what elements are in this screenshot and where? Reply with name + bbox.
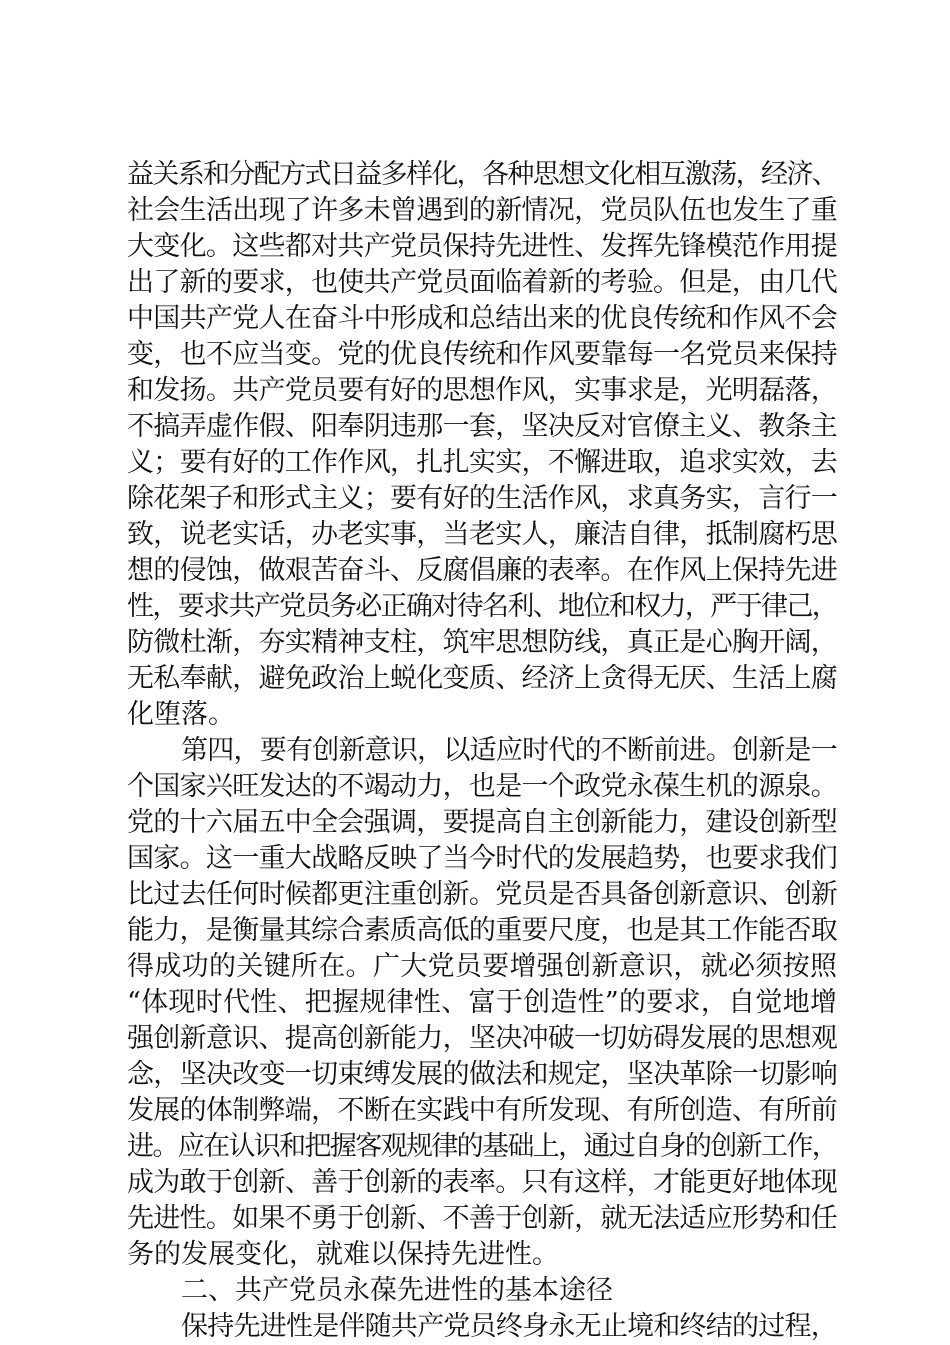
text-line: 念，坚决改变一切束缚发展的做法和规定，坚决革除一切影响 <box>127 1059 838 1090</box>
text-line: 先进性。如果不勇于创新、不善于创新，就无法适应形势和任 <box>127 1203 838 1234</box>
text-line: 第四，要有创新意识，以适应时代的不断前进。创新是一 <box>181 735 837 766</box>
text-line: 益关系和分配方式日益多样化，各种思想文化相互激荡，经济、 <box>127 159 838 190</box>
text-line: 除花架子和形式主义；要有好的生活作风，求真务实，言行一 <box>127 483 838 514</box>
text-line: 比过去任何时候都更注重创新。党员是否具备创新意识、创新 <box>127 879 838 910</box>
text-line: 化堕落。 <box>127 699 235 730</box>
text-line: 性，要求共产党员务必正确对待名利、地位和权力，严于律己， <box>127 591 838 622</box>
text-line: 成为敢于创新、善于创新的表率。只有这样，才能更好地体现 <box>127 1167 838 1198</box>
body-text <box>127 157 837 1345</box>
text-line: 保持先进性是伴随共产党员终身永无止境和终结的过程， <box>181 1311 837 1342</box>
text-line: 务的发展变化，就难以保持先进性。 <box>127 1239 559 1270</box>
text-line: 发展的体制弊端，不断在实践中有所发现、有所创造、有所前 <box>127 1095 838 1126</box>
text-line: 得成功的关键所在。广大党员要增强创新意识，就必须按照 <box>127 951 837 982</box>
text-line: 能力，是衡量其综合素质高低的重要尺度，也是其工作能否取 <box>127 915 838 946</box>
text-line: 致，说老实话，办老实事，当老实人，廉洁自律，抵制腐朽思 <box>127 519 838 550</box>
text-line: 和发扬。共产党员要有好的思想作风，实事求是，光明磊落， <box>127 375 838 406</box>
text-line: 防微杜渐，夯实精神支柱，筑牢思想防线，真正是心胸开阔， <box>127 627 838 658</box>
text-line: 大变化。这些都对共产党员保持先进性、发挥先锋模范作用提 <box>127 231 838 262</box>
text-line: 义；要有好的工作作风，扎扎实实，不懈进取，追求实效，去 <box>127 447 838 478</box>
text-line: 党的十六届五中全会强调，要提高自主创新能力，建设创新型 <box>127 807 838 838</box>
text-line: 变，也不应当变。党的优良传统和作风要靠每一名党员来保持 <box>127 339 838 370</box>
text-line: 强创新意识、提高创新能力，坚决冲破一切妨碍发展的思想观 <box>127 1023 838 1054</box>
text-line: 个国家兴旺发达的不竭动力，也是一个政党永葆生机的源泉。 <box>127 771 838 802</box>
text-line: 二、共产党员永葆先进性的基本途径 <box>181 1275 613 1306</box>
text-line: 进。应在认识和把握客观规律的基础上，通过自身的创新工作， <box>127 1131 838 1162</box>
text-line: “体现时代性、把握规律性、富于创造性”的要求，自觉地增 <box>127 987 837 1018</box>
text-line: 无私奉献，避免政治上蜕化变质、经济上贪得无厌、生活上腐 <box>127 663 838 694</box>
text-line: 想的侵蚀，做艰苦奋斗、反腐倡廉的表率。在作风上保持先进 <box>127 555 838 586</box>
text-line: 出了新的要求，也使共产党员面临着新的考验。但是，由几代 <box>127 267 838 298</box>
text-line: 不搞弄虚作假、阳奉阴违那一套，坚决反对官僚主义、教条主 <box>127 411 838 442</box>
text-line: 社会生活出现了许多未曾遇到的新情况，党员队伍也发生了重 <box>127 195 838 226</box>
text-line: 国家。这一重大战略反映了当今时代的发展趋势，也要求我们 <box>127 843 838 874</box>
text-line: 中国共产党人在奋斗中形成和总结出来的优良传统和作风不会 <box>127 303 838 334</box>
